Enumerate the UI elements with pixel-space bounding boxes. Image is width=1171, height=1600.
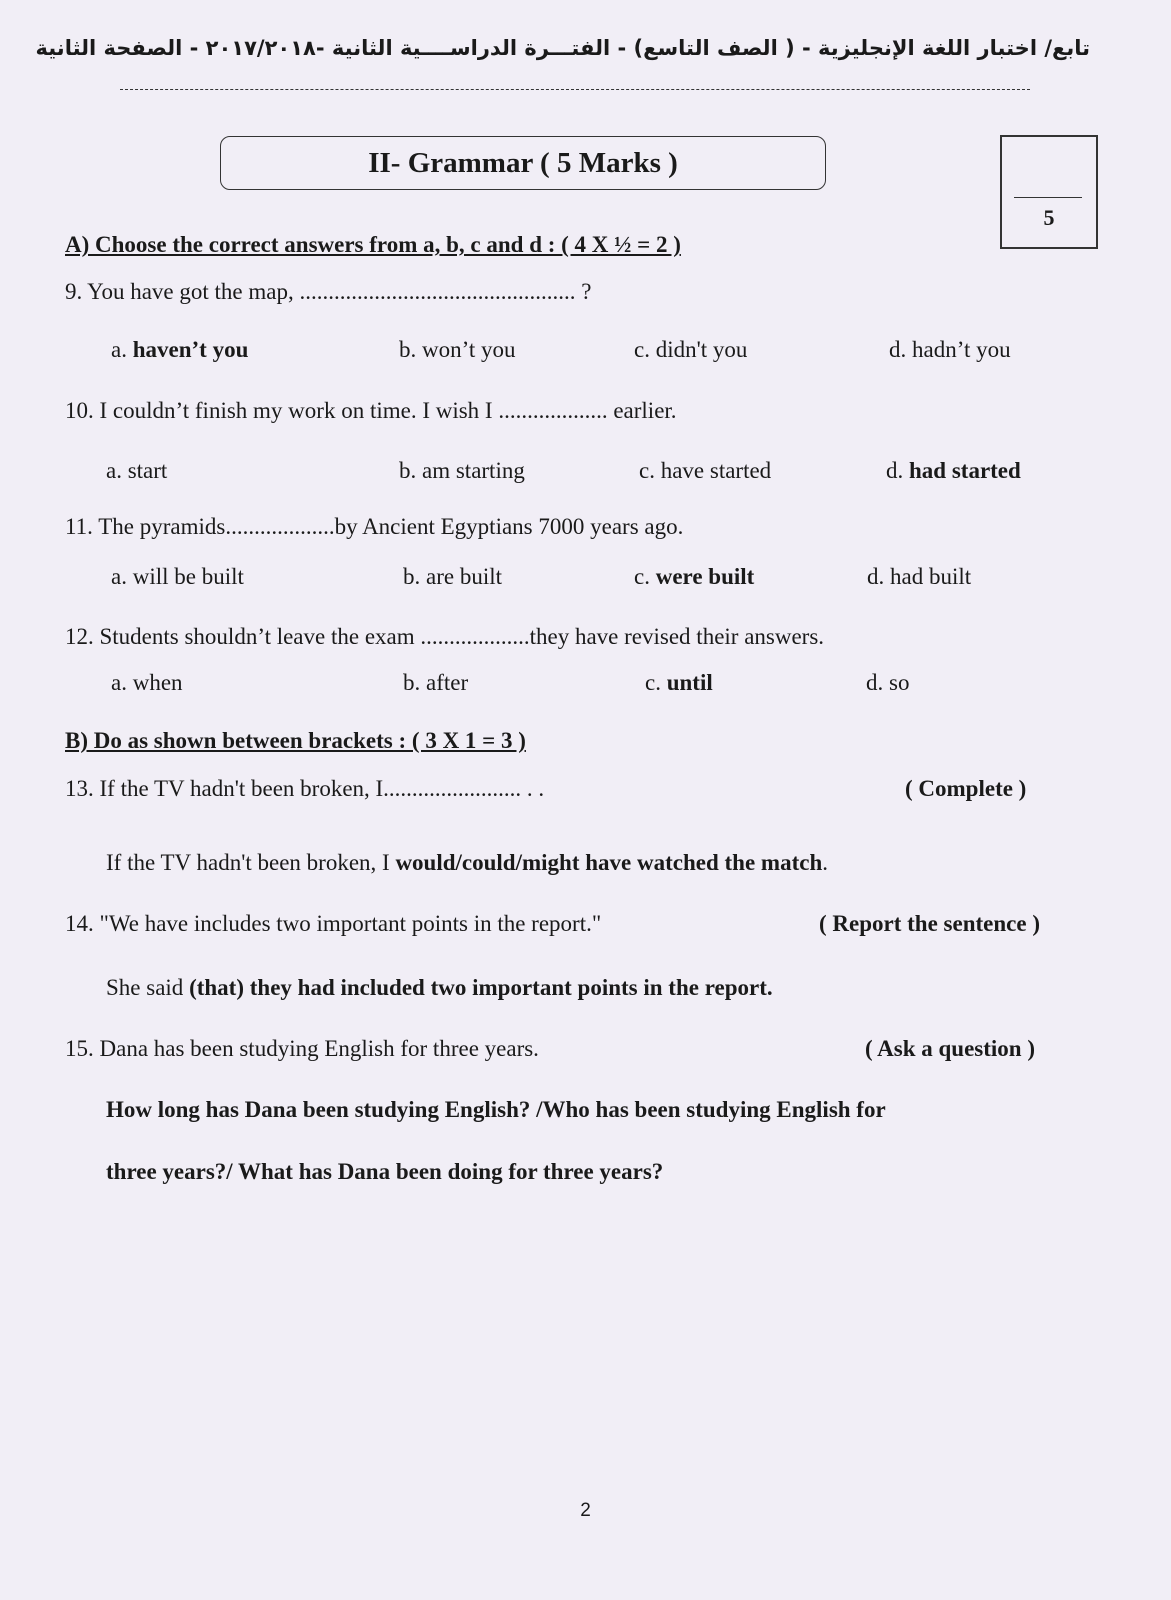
question-14-answer: She said (that) they had included two important points in the report. bbox=[106, 975, 773, 1000]
question-15-instruction: ( Ask a question ) bbox=[865, 1036, 1035, 1061]
question-12-option-b: b. after bbox=[403, 670, 469, 695]
question-15-answer-line-2: three years?/ What has Dana been doing for three years? bbox=[106, 1159, 664, 1184]
score-line bbox=[1014, 197, 1082, 198]
question-9-option-d: d. hadn’t you bbox=[889, 337, 1011, 362]
question-9-option-a: a. haven’t you bbox=[111, 337, 249, 362]
part-a-heading: A) Choose the correct answers from a, b, c and d : ( 4 X ½ = 2 ) bbox=[65, 232, 681, 257]
question-12-text: 12. Students shouldn’t leave the exam ...................they have revised their answers. bbox=[65, 624, 825, 649]
question-15-answer-line-1: How long has Dana been studying English? /Who has been studying English for bbox=[106, 1097, 886, 1122]
page-number: 2 bbox=[580, 1500, 591, 1521]
question-11-option-b: b. are built bbox=[403, 564, 502, 589]
question-9-option-b: b. won’t you bbox=[399, 337, 516, 362]
question-13-answer: If the TV hadn't been broken, I would/could/might have watched the match. bbox=[106, 850, 828, 875]
question-12-option-d: d. so bbox=[866, 670, 910, 695]
part-b-heading: B) Do as shown between brackets : ( 3 X 1 = 3 ) bbox=[65, 728, 526, 753]
score-value: 5 bbox=[1043, 205, 1055, 230]
question-15-text: 15. Dana has been studying English for three years. bbox=[65, 1036, 539, 1061]
question-9-text: 9. You have got the map, ................................................ ? bbox=[65, 279, 592, 304]
question-11-text: 11. The pyramids...................by Ancient Egyptians 7000 years ago. bbox=[65, 514, 684, 539]
page-header-arabic: تابع/ اختبار اللغة الإنجليزية - ( الصف التاسع) - الفتـــرة الدراســــية الثانية -٢٠١٧/٢٠١٨ - الصفحة الثانية bbox=[35, 36, 1090, 60]
question-10-option-c: c. have started bbox=[639, 458, 772, 483]
question-13-text: 13. If the TV hadn't been broken, I........................ . . bbox=[65, 776, 545, 801]
score-box bbox=[1000, 135, 1098, 249]
question-11-option-c: c. were built bbox=[634, 564, 755, 589]
section-title: II- Grammar ( 5 Marks ) bbox=[368, 146, 678, 179]
question-10-option-b: b. am starting bbox=[399, 458, 525, 483]
question-11-option-d: d. had built bbox=[867, 564, 972, 589]
question-11-option-a: a. will be built bbox=[111, 564, 244, 589]
question-10-text: 10. I couldn’t finish my work on time. I wish I ................... earlier. bbox=[65, 398, 677, 423]
question-13-instruction: ( Complete ) bbox=[905, 776, 1027, 801]
question-9-option-c: c. didn't you bbox=[634, 337, 748, 362]
question-12-option-a: a. when bbox=[111, 670, 183, 695]
question-14-text: 14. "We have includes two important points in the report." bbox=[65, 911, 602, 936]
question-12-option-c: c. until bbox=[645, 670, 713, 695]
header-divider bbox=[120, 89, 1030, 90]
question-10-option-a: a. start bbox=[106, 458, 168, 483]
question-14-instruction: ( Report the sentence ) bbox=[819, 911, 1040, 936]
question-10-option-d: d. had started bbox=[886, 458, 1021, 483]
section-title-box bbox=[220, 136, 826, 190]
